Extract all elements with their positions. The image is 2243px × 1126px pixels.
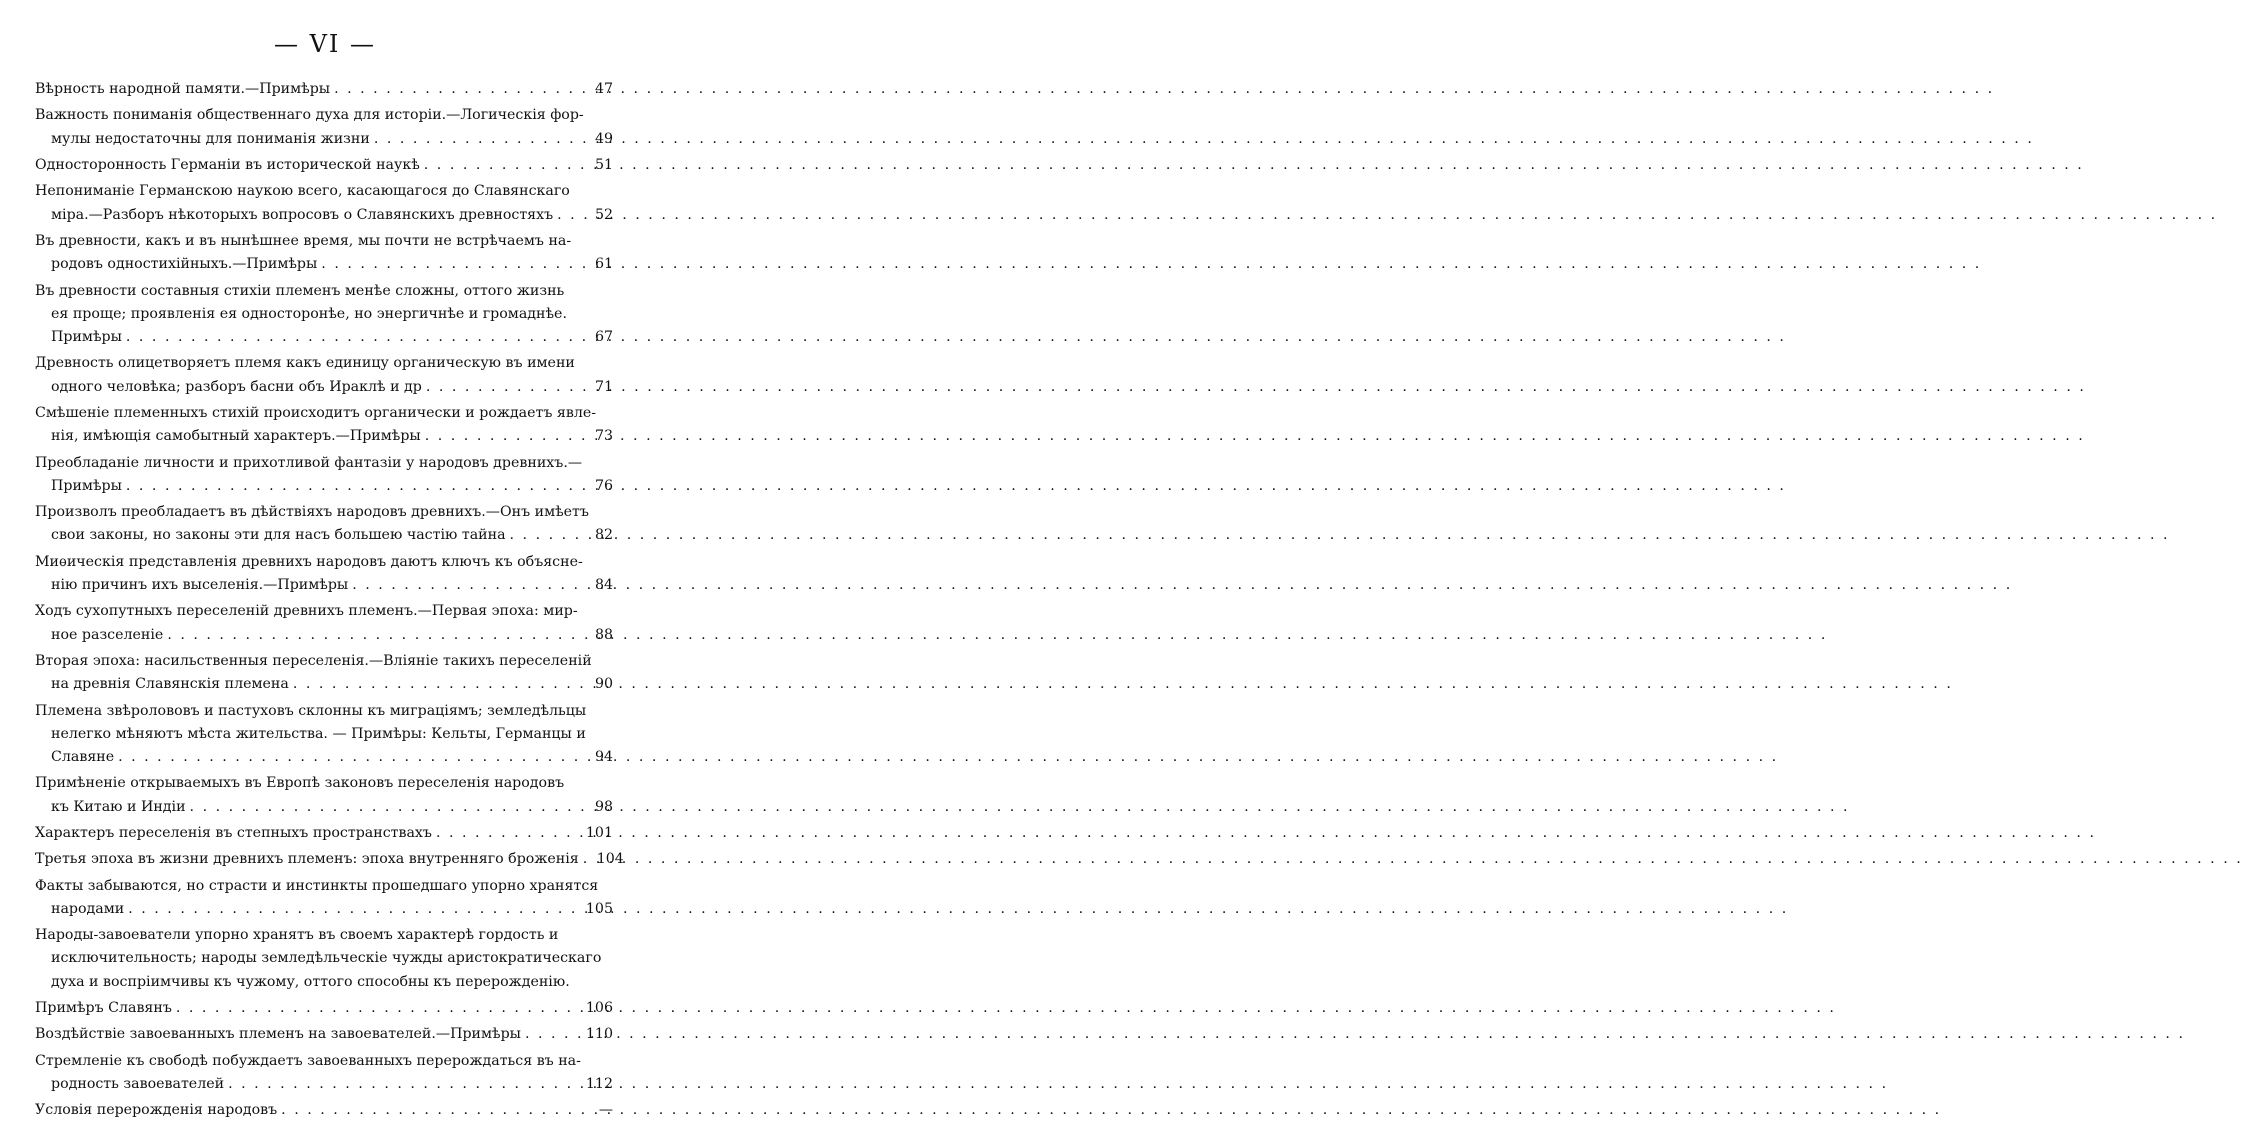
dot-leader: [126, 475, 585, 498]
toc-entry-text: нелегко мѣняютъ мѣста жительства. — Примѣры: Кельты, Германцы и: [51, 725, 586, 742]
toc-entry-text: Въ древности, какъ и въ нынѣшнее время, мы почти не встрѣчаемъ на-: [35, 232, 572, 249]
toc-entry-text: на древнія Славянскія племена: [51, 676, 289, 693]
toc-entry-text: Условія перерожденія народовъ: [35, 1102, 278, 1119]
dot-leader: [334, 78, 585, 101]
toc-entry: [35, 180, 613, 226]
toc-entry: [35, 551, 613, 597]
toc-entry-text: Вѣрность народной памяти.—Примѣры: [35, 81, 331, 97]
toc-entry-line: [35, 650, 613, 673]
toc-entry: [35, 402, 613, 448]
toc-entry-text: духа и воспріимчивы къ чужому, оттого способны къ перерожденію.: [51, 973, 570, 990]
toc-entry-text: Древность олицетворяетъ племя какъ единицу органическую въ имени: [35, 355, 575, 372]
toc-entry: [35, 924, 613, 994]
toc-entry-text: Стремленіе къ свободѣ побуждаетъ завоеванныхъ перерождаться въ на-: [35, 1052, 581, 1069]
toc-entry: [35, 452, 613, 498]
toc-page-number: 76: [594, 477, 613, 494]
dot-leader: [352, 574, 585, 597]
toc-page-number: 88: [594, 626, 613, 643]
dot-leader: [321, 253, 585, 276]
dot-leader: [424, 154, 585, 177]
toc-entry: [35, 501, 613, 547]
toc-entry-text: Примѣненіе открываемыхъ въ Европѣ законовъ переселенія народовъ: [35, 775, 565, 792]
toc-entry-line: [35, 551, 613, 574]
toc-entry-line: [35, 128, 613, 151]
toc-page-number: 110: [585, 1026, 613, 1043]
toc-entry-text: Примѣры: [51, 477, 122, 494]
toc-entry-line: [35, 1050, 613, 1073]
toc-entry: [35, 1099, 613, 1122]
toc-entry-line: [35, 425, 613, 448]
toc-page-number: 112: [585, 1076, 613, 1093]
toc-entry-line: [35, 723, 613, 746]
toc-page-number: 94: [594, 748, 613, 765]
toc-entry: [35, 230, 613, 276]
toc-entry-text: Преобладаніе личности и прихотливой фантазіи у народовъ древнихъ.—: [35, 454, 583, 471]
toc-entry-line: [35, 104, 613, 127]
toc-entry-line: [35, 673, 613, 696]
dot-leader: [190, 796, 585, 819]
toc-entry-line: [35, 303, 613, 326]
toc-entry-text: Факты забываются, но страсти и инстинкты прошедшаго упорно хранятся: [35, 877, 599, 894]
toc-entry: [35, 1023, 613, 1046]
toc-entry: [35, 154, 613, 177]
table-of-contents: [35, 78, 624, 1126]
toc-entry: [35, 700, 613, 770]
toc-entry-text: родность завоевателей: [51, 1076, 225, 1093]
toc-entry-text: къ Китаю и Индіи: [51, 798, 186, 815]
toc-page-number: 47: [594, 81, 613, 97]
toc-entry-text: свои законы, но законы эти для насъ большею частію тайна: [51, 527, 506, 544]
toc-entry-line: [35, 772, 613, 795]
dot-leader: [583, 848, 593, 871]
toc-entry-line: [35, 947, 613, 970]
toc-entry-text: Вторая эпоха: насильственныя переселенія.—Вліяніе такихъ переселеній: [35, 652, 592, 669]
page-number-header: — VI —: [273, 30, 377, 58]
toc-entry-line: [35, 746, 613, 769]
toc-entry-line: [35, 875, 613, 898]
book-page: [0, 0, 650, 1119]
toc-entry-line: [35, 180, 613, 203]
toc-entry-text: Ходъ сухопутныхъ переселеній древнихъ племенъ.—Первая эпоха: мир-: [35, 603, 578, 620]
toc-entry-line: [35, 501, 613, 524]
toc-entry-line: [35, 402, 613, 425]
toc-entry-text: родовъ одностихійныхъ.—Примѣры: [51, 256, 318, 273]
toc-entry-line: [35, 700, 613, 723]
toc-entry: [35, 1050, 613, 1096]
toc-entry-text: ное разселеніе: [51, 626, 164, 643]
dot-leader: [228, 1073, 582, 1096]
toc-entry: [35, 875, 613, 921]
dot-leader: [425, 425, 585, 448]
toc-entry: [35, 280, 613, 350]
dot-leader: [126, 326, 585, 349]
toc-entry-text: нію причинъ ихъ выселенія.—Примѣры: [51, 576, 349, 593]
dot-leader: [525, 1023, 582, 1046]
toc-entry-line: [35, 475, 613, 498]
toc-entry-line: [35, 574, 613, 597]
toc-entry-text: исключительность; народы земледѣльческіе чужды аристократическаго: [51, 950, 602, 967]
toc-entry: [35, 104, 613, 150]
toc-entry-text: Примѣры: [51, 328, 122, 345]
toc-entry-line: [35, 230, 613, 253]
toc-entry: [35, 822, 613, 845]
toc-entry-line: [35, 600, 613, 623]
toc-entry-text: Славяне: [51, 748, 115, 765]
toc-entry-line: [35, 524, 613, 547]
toc-entry-line: [35, 1073, 613, 1096]
toc-page-number: 104: [596, 851, 624, 868]
toc-page-number: 52: [594, 206, 613, 223]
toc-entry-text: Народы-завоеватели упорно хранятъ въ своемъ характерѣ гордость и: [35, 927, 559, 944]
toc-entry-text: одного человѣка; разборъ басни объ Ираклѣ и др: [51, 378, 422, 395]
toc-entry-line: [35, 352, 613, 375]
toc-entry-text: Племена звѣролововъ и пастуховъ склонны къ миграціямъ; земледѣльцы: [35, 702, 587, 719]
toc-page-number: 71: [594, 378, 613, 395]
toc-entry-line: [35, 1023, 613, 1046]
toc-entry-text: нія, имѣющія самобытный характеръ.—Примѣры: [51, 428, 421, 445]
toc-entry-text: Произволъ преобладаетъ въ дѣйствіяхъ народовъ древнихъ.—Онъ имѣетъ: [35, 504, 589, 521]
toc-entry-text: Смѣшеніе племенныхъ стихій происходитъ органически и рождаетъ явле-: [35, 404, 597, 421]
dot-leader: [128, 898, 582, 921]
toc-page-number: 105: [585, 900, 613, 917]
toc-page-number: 82: [594, 527, 613, 544]
toc-entry: [35, 848, 624, 871]
toc-entry-text: Въ древности составныя стихіи племенъ менѣе сложны, оттого жизнь: [35, 282, 565, 299]
dot-leader: [426, 376, 585, 399]
toc-page-number: 101: [585, 824, 613, 841]
toc-entry-text: Важность пониманія общественнаго духа для исторіи.—Логическія фор-: [35, 107, 584, 124]
dot-leader: [167, 624, 585, 647]
toc-page-number: 73: [594, 428, 613, 445]
toc-page-number: 84: [594, 576, 613, 593]
dot-leader: [510, 524, 585, 547]
toc-entry-line: [35, 997, 613, 1020]
toc-page-number: 106: [585, 1000, 613, 1017]
toc-entry-line: [35, 848, 624, 871]
toc-entry-line: [35, 452, 613, 475]
toc-entry: [35, 650, 613, 696]
toc-entry-text: Односторонность Германіи въ исторической наукѣ: [35, 156, 420, 173]
toc-entry-text: мулы недостаточны для пониманія жизни: [51, 130, 370, 147]
toc-entry-text: Примѣръ Славянъ: [35, 1000, 172, 1017]
toc-entry-text: Миѳическія представленія древнихъ народовъ даютъ ключъ къ объясне-: [35, 553, 583, 570]
dot-leader: [118, 746, 585, 769]
toc-page-number: —: [598, 1102, 613, 1119]
toc-entry-line: [35, 796, 613, 819]
toc-entry-line: [35, 280, 613, 303]
toc-entry-line: [35, 1099, 613, 1122]
toc-entry: [35, 772, 613, 818]
toc-entry-line: [35, 376, 613, 399]
toc-entry-text: Непониманіе Германскою наукою всего, касающагося до Славянскаго: [35, 183, 570, 200]
toc-page-number: 61: [594, 256, 613, 273]
toc-entry-line: [35, 204, 613, 227]
toc-entry-line: [35, 326, 613, 349]
dot-leader: [557, 204, 585, 227]
toc-entry-line: [35, 624, 613, 647]
dot-leader: [293, 673, 585, 696]
toc-entry-text: Воздѣйствіе завоеванныхъ племенъ на завоевателей.—Примѣры: [35, 1026, 521, 1043]
dot-leader: [436, 822, 582, 845]
dot-leader: [176, 997, 582, 1020]
toc-page-number: 67: [594, 328, 613, 345]
toc-entry-line: [35, 971, 613, 994]
toc-entry-text: Характеръ переселенія въ степныхъ пространствахъ: [35, 824, 432, 841]
toc-page-number: 51: [594, 156, 613, 173]
toc-entry-text: Третья эпоха въ жизни древнихъ племенъ: эпоха внутренняго броженія: [35, 851, 579, 868]
toc-entry-line: [35, 154, 613, 177]
toc-entry: [35, 78, 613, 101]
toc-entry: [35, 997, 613, 1020]
toc-page-number: 49: [594, 130, 613, 147]
toc-entry-text: ея проще; проявленія ея односторонѣе, но энергичнѣе и громаднѣе.: [51, 305, 567, 322]
toc-entry-line: [35, 924, 613, 947]
toc-entry-line: [35, 78, 613, 101]
toc-entry-line: [35, 822, 613, 845]
toc-entry-text: міра.—Разборъ нѣкоторыхъ вопросовъ о Славянскихъ древностяхъ: [51, 206, 554, 223]
dot-leader: [281, 1099, 585, 1122]
toc-entry: [35, 600, 613, 646]
toc-entry-text: народами: [51, 900, 125, 917]
toc-entry-line: [35, 898, 613, 921]
dot-leader: [374, 128, 585, 151]
toc-entry-line: [35, 253, 613, 276]
toc-page-number: 90: [594, 676, 613, 693]
toc-page-number: 98: [594, 798, 613, 815]
toc-entry: [35, 352, 613, 398]
